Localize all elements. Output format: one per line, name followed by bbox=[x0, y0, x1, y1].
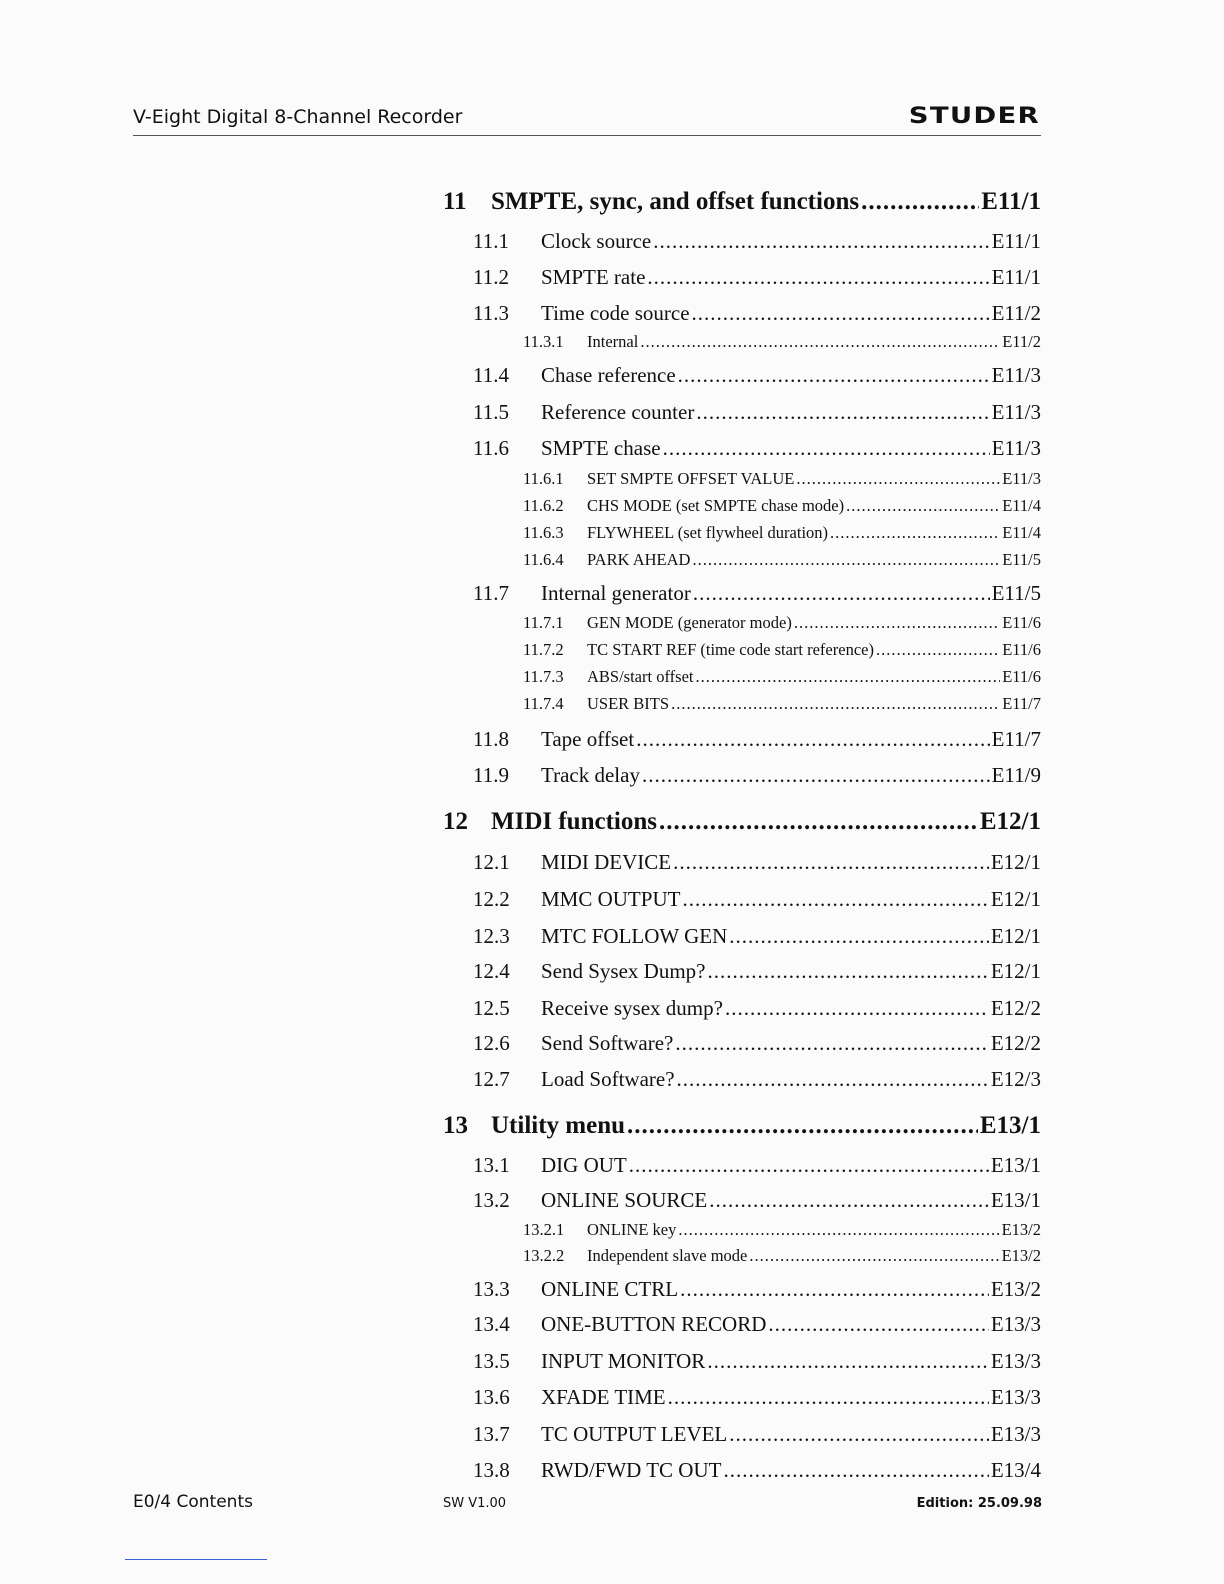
toc-page: E11/3 bbox=[991, 400, 1041, 424]
toc-page: E12/1 bbox=[979, 808, 1041, 835]
toc-label: Send Sysex Dump? bbox=[541, 959, 706, 983]
toc-subentry[interactable] bbox=[523, 640, 1041, 660]
toc-number: 11.9 bbox=[473, 763, 509, 787]
toc-number: 12.2 bbox=[473, 887, 510, 911]
toc-leader bbox=[659, 808, 978, 836]
toc-leader bbox=[678, 1220, 999, 1240]
toc-entry[interactable] bbox=[473, 400, 1041, 425]
toc-entry[interactable] bbox=[473, 301, 1041, 326]
toc-subentry[interactable] bbox=[523, 1246, 1041, 1266]
toc-leader bbox=[629, 1153, 989, 1178]
toc-page: E12/1 bbox=[990, 959, 1041, 983]
toc-label: Send Software? bbox=[541, 1031, 674, 1055]
toc-page: E11/2 bbox=[1002, 332, 1041, 351]
toc-number: 11.7.2 bbox=[523, 640, 564, 659]
toc-leader bbox=[796, 469, 1000, 489]
toc-label: FLYWHEEL (set flywheel duration) bbox=[587, 523, 829, 542]
toc-page: E13/3 bbox=[990, 1422, 1041, 1446]
toc-number: 12.6 bbox=[473, 1031, 510, 1055]
toc-label: Independent slave mode bbox=[587, 1246, 748, 1265]
toc-page: E11/7 bbox=[1002, 694, 1041, 713]
toc-label: ONLINE CTRL bbox=[541, 1277, 679, 1301]
toc-subentry[interactable] bbox=[523, 496, 1041, 516]
toc-leader bbox=[709, 1188, 989, 1213]
toc-label: MIDI DEVICE bbox=[541, 850, 672, 874]
toc-subentry[interactable] bbox=[523, 613, 1041, 633]
toc-page: E13/2 bbox=[990, 1277, 1041, 1301]
toc-entry[interactable] bbox=[473, 1422, 1041, 1447]
toc-section-11[interactable] bbox=[443, 188, 1041, 216]
link-underline bbox=[125, 1559, 267, 1560]
toc-label: TC OUTPUT LEVEL bbox=[541, 1422, 728, 1446]
toc-page: E12/2 bbox=[990, 1031, 1041, 1055]
toc-leader bbox=[861, 188, 979, 216]
toc-page: E11/4 bbox=[1002, 496, 1041, 515]
toc-page: E11/9 bbox=[991, 763, 1041, 787]
header-divider bbox=[133, 135, 1041, 136]
toc-label: RWD/FWD TC OUT bbox=[541, 1458, 722, 1482]
toc-label: INPUT MONITOR bbox=[541, 1349, 706, 1373]
toc-leader bbox=[768, 1312, 988, 1337]
toc-label: ONLINE SOURCE bbox=[541, 1188, 708, 1212]
toc-leader bbox=[696, 400, 989, 425]
toc-number: 11 bbox=[443, 188, 467, 215]
toc-leader bbox=[707, 1349, 989, 1374]
toc-page: E13/3 bbox=[990, 1385, 1041, 1409]
toc-label: MMC OUTPUT bbox=[541, 887, 681, 911]
toc-label: ABS/start offset bbox=[587, 667, 694, 686]
toc-page: E13/3 bbox=[990, 1349, 1041, 1373]
toc-label: ONLINE key bbox=[587, 1220, 677, 1239]
toc-number: 13.4 bbox=[473, 1312, 510, 1336]
toc-entry[interactable] bbox=[473, 265, 1041, 290]
toc-number: 12.4 bbox=[473, 959, 510, 983]
toc-number: 13 bbox=[443, 1112, 468, 1139]
toc-leader bbox=[876, 640, 1000, 660]
toc-page: E11/3 bbox=[991, 363, 1041, 387]
toc-leader bbox=[692, 550, 1000, 570]
toc-number: 11.7.4 bbox=[523, 694, 564, 713]
toc-number: 11.3 bbox=[473, 301, 509, 325]
toc-entry[interactable] bbox=[473, 436, 1041, 461]
toc-label: DIG OUT bbox=[541, 1153, 627, 1177]
toc-label: SMPTE rate bbox=[541, 265, 646, 289]
toc-label: Reference counter bbox=[541, 400, 695, 424]
toc-page: E11/3 bbox=[1002, 469, 1041, 488]
toc-label: ONE-BUTTON RECORD bbox=[541, 1312, 767, 1336]
footer-edition: Edition: 25.09.98 bbox=[916, 1496, 1042, 1511]
toc-leader bbox=[668, 1385, 989, 1410]
toc-page: E12/3 bbox=[990, 1067, 1041, 1091]
toc-page: E13/1 bbox=[990, 1153, 1041, 1177]
toc-entry[interactable] bbox=[473, 1031, 1041, 1056]
toc-number: 11.6.4 bbox=[523, 550, 564, 569]
toc-entry[interactable] bbox=[473, 1312, 1041, 1337]
toc-leader bbox=[677, 1067, 989, 1092]
toc-page: E11/1 bbox=[991, 265, 1041, 289]
toc-number: 11.8 bbox=[473, 727, 509, 751]
toc-label: GEN MODE (generator mode) bbox=[587, 613, 792, 632]
toc-leader bbox=[725, 996, 989, 1021]
toc-entry[interactable] bbox=[473, 1385, 1041, 1410]
toc-leader bbox=[647, 265, 989, 290]
toc-label: MTC FOLLOW GEN bbox=[541, 924, 728, 948]
toc-number: 12.1 bbox=[473, 850, 510, 874]
toc-label: SET SMPTE OFFSET VALUE bbox=[587, 469, 795, 488]
toc-subentry[interactable] bbox=[523, 694, 1041, 714]
toc-label: Internal bbox=[587, 332, 639, 351]
toc-leader bbox=[692, 301, 990, 326]
toc-subentry[interactable] bbox=[523, 667, 1041, 687]
toc-leader bbox=[642, 763, 990, 788]
toc-page: E11/1 bbox=[981, 188, 1041, 215]
toc-entry[interactable] bbox=[473, 581, 1041, 606]
toc-number: 11.7.3 bbox=[523, 667, 564, 686]
toc-leader bbox=[671, 694, 1000, 714]
toc-entry[interactable] bbox=[473, 763, 1041, 788]
toc-leader bbox=[680, 1277, 989, 1302]
toc-page: E13/2 bbox=[1001, 1220, 1041, 1239]
toc-number: 13.3 bbox=[473, 1277, 510, 1301]
toc-entry[interactable] bbox=[473, 1349, 1041, 1374]
toc-entry[interactable] bbox=[473, 1277, 1041, 1302]
toc-page: E13/4 bbox=[990, 1458, 1041, 1482]
toc-label: Chase reference bbox=[541, 363, 676, 387]
toc-page: E11/3 bbox=[991, 436, 1041, 460]
toc-section-12[interactable] bbox=[443, 808, 1041, 836]
toc-label: Utility menu bbox=[491, 1112, 626, 1139]
toc-leader bbox=[749, 1246, 999, 1266]
toc-number: 11.7.1 bbox=[523, 613, 564, 632]
toc-leader bbox=[653, 229, 989, 254]
toc-label: TC START REF (time code start reference) bbox=[587, 640, 874, 659]
toc-label: Load Software? bbox=[541, 1067, 675, 1091]
footer-page-label: E0/4 Contents bbox=[133, 1492, 253, 1512]
toc-label: SMPTE chase bbox=[541, 436, 661, 460]
toc-number: 11.5 bbox=[473, 400, 509, 424]
toc-entry[interactable] bbox=[473, 1067, 1041, 1092]
toc-number: 11.1 bbox=[473, 229, 509, 253]
toc-leader bbox=[627, 1112, 978, 1140]
toc-entry[interactable] bbox=[473, 363, 1041, 388]
footer-software-version: SW V1.00 bbox=[443, 1496, 507, 1511]
toc-page: E11/2 bbox=[991, 301, 1041, 325]
toc-number: 11.6.3 bbox=[523, 523, 564, 542]
toc-page: E13/2 bbox=[1001, 1246, 1041, 1265]
toc-subentry[interactable] bbox=[523, 550, 1041, 570]
toc-leader bbox=[723, 1458, 988, 1483]
toc-entry[interactable] bbox=[473, 996, 1041, 1021]
toc-entry[interactable] bbox=[473, 924, 1041, 949]
toc-page: E13/1 bbox=[979, 1112, 1041, 1139]
toc-number: 13.2.2 bbox=[523, 1246, 565, 1265]
running-header-title: V-Eight Digital 8-Channel Recorder bbox=[133, 106, 463, 128]
toc-leader bbox=[693, 581, 990, 606]
toc-number: 11.6 bbox=[473, 436, 509, 460]
toc-entry[interactable] bbox=[473, 1188, 1041, 1213]
toc-number: 13.7 bbox=[473, 1422, 510, 1446]
toc-entry[interactable] bbox=[473, 1153, 1041, 1178]
toc-label: SMPTE, sync, and offset functions bbox=[491, 188, 860, 215]
toc-subentry[interactable] bbox=[523, 332, 1041, 352]
toc-section-13[interactable] bbox=[443, 1112, 1041, 1140]
toc-label: Receive sysex dump? bbox=[541, 996, 723, 1020]
toc-page: E12/1 bbox=[990, 887, 1041, 911]
toc-label: Track delay bbox=[541, 763, 640, 787]
toc-label: Tape offset bbox=[541, 727, 635, 751]
toc-page: E12/1 bbox=[990, 850, 1041, 874]
toc-leader bbox=[663, 436, 990, 461]
toc-number: 11.7 bbox=[473, 581, 509, 605]
toc-number: 12 bbox=[443, 808, 468, 835]
toc-leader bbox=[682, 887, 988, 912]
toc-label: PARK AHEAD bbox=[587, 550, 691, 569]
toc-subentry[interactable] bbox=[523, 1220, 1041, 1240]
toc-page: E11/1 bbox=[991, 229, 1041, 253]
toc-label: XFADE TIME bbox=[541, 1385, 666, 1409]
toc-leader bbox=[636, 727, 989, 752]
toc-page: E11/6 bbox=[1002, 613, 1041, 632]
toc-number: 13.6 bbox=[473, 1385, 510, 1409]
toc-label: Internal generator bbox=[541, 581, 691, 605]
toc-number: 11.6.2 bbox=[523, 496, 564, 515]
toc-entry[interactable] bbox=[473, 887, 1041, 912]
toc-label: USER BITS bbox=[587, 694, 670, 713]
toc-label: CHS MODE (set SMPTE chase mode) bbox=[587, 496, 845, 515]
toc-leader bbox=[846, 496, 1000, 516]
toc-page: E11/5 bbox=[1002, 550, 1041, 569]
toc-number: 11.4 bbox=[473, 363, 509, 387]
toc-entry[interactable] bbox=[473, 229, 1041, 254]
toc-entry[interactable] bbox=[473, 727, 1041, 752]
toc-leader bbox=[830, 523, 1000, 543]
toc-page: E11/7 bbox=[991, 727, 1041, 751]
toc-number: 12.3 bbox=[473, 924, 510, 948]
toc-page: E11/5 bbox=[991, 581, 1041, 605]
toc-page: E13/1 bbox=[990, 1188, 1041, 1212]
toc-number: 13.8 bbox=[473, 1458, 510, 1482]
toc-leader bbox=[696, 667, 1001, 687]
toc-subentry[interactable] bbox=[523, 469, 1041, 489]
toc-number: 12.7 bbox=[473, 1067, 510, 1091]
toc-number: 11.6.1 bbox=[523, 469, 564, 488]
toc-entry[interactable] bbox=[473, 959, 1041, 984]
toc-leader bbox=[729, 1422, 989, 1447]
toc-number: 11.2 bbox=[473, 265, 509, 289]
toc-number: 13.2.1 bbox=[523, 1220, 565, 1239]
toc-leader bbox=[708, 959, 989, 984]
toc-page: E11/6 bbox=[1002, 667, 1041, 686]
toc-entry[interactable] bbox=[473, 1458, 1041, 1483]
toc-number: 11.3.1 bbox=[523, 332, 564, 351]
toc-leader bbox=[675, 1031, 988, 1056]
toc-page: E11/6 bbox=[1002, 640, 1041, 659]
toc-entry[interactable] bbox=[473, 850, 1041, 875]
toc-number: 13.1 bbox=[473, 1153, 510, 1177]
toc-leader bbox=[678, 363, 990, 388]
toc-leader bbox=[673, 850, 989, 875]
toc-page: E12/1 bbox=[990, 924, 1041, 948]
toc-number: 13.2 bbox=[473, 1188, 510, 1212]
toc-number: 13.5 bbox=[473, 1349, 510, 1373]
toc-page: E13/3 bbox=[990, 1312, 1041, 1336]
toc-page: E11/4 bbox=[1002, 523, 1041, 542]
studer-logo: STUDER bbox=[908, 104, 1040, 129]
toc-leader bbox=[729, 924, 989, 949]
toc-subentry[interactable] bbox=[523, 523, 1041, 543]
toc-number: 12.5 bbox=[473, 996, 510, 1020]
toc-label: Clock source bbox=[541, 229, 652, 253]
toc-label: Time code source bbox=[541, 301, 690, 325]
toc-page: E12/2 bbox=[990, 996, 1041, 1020]
toc-leader bbox=[640, 332, 1000, 352]
toc-label: MIDI functions bbox=[491, 808, 657, 835]
toc-leader bbox=[794, 613, 1000, 633]
